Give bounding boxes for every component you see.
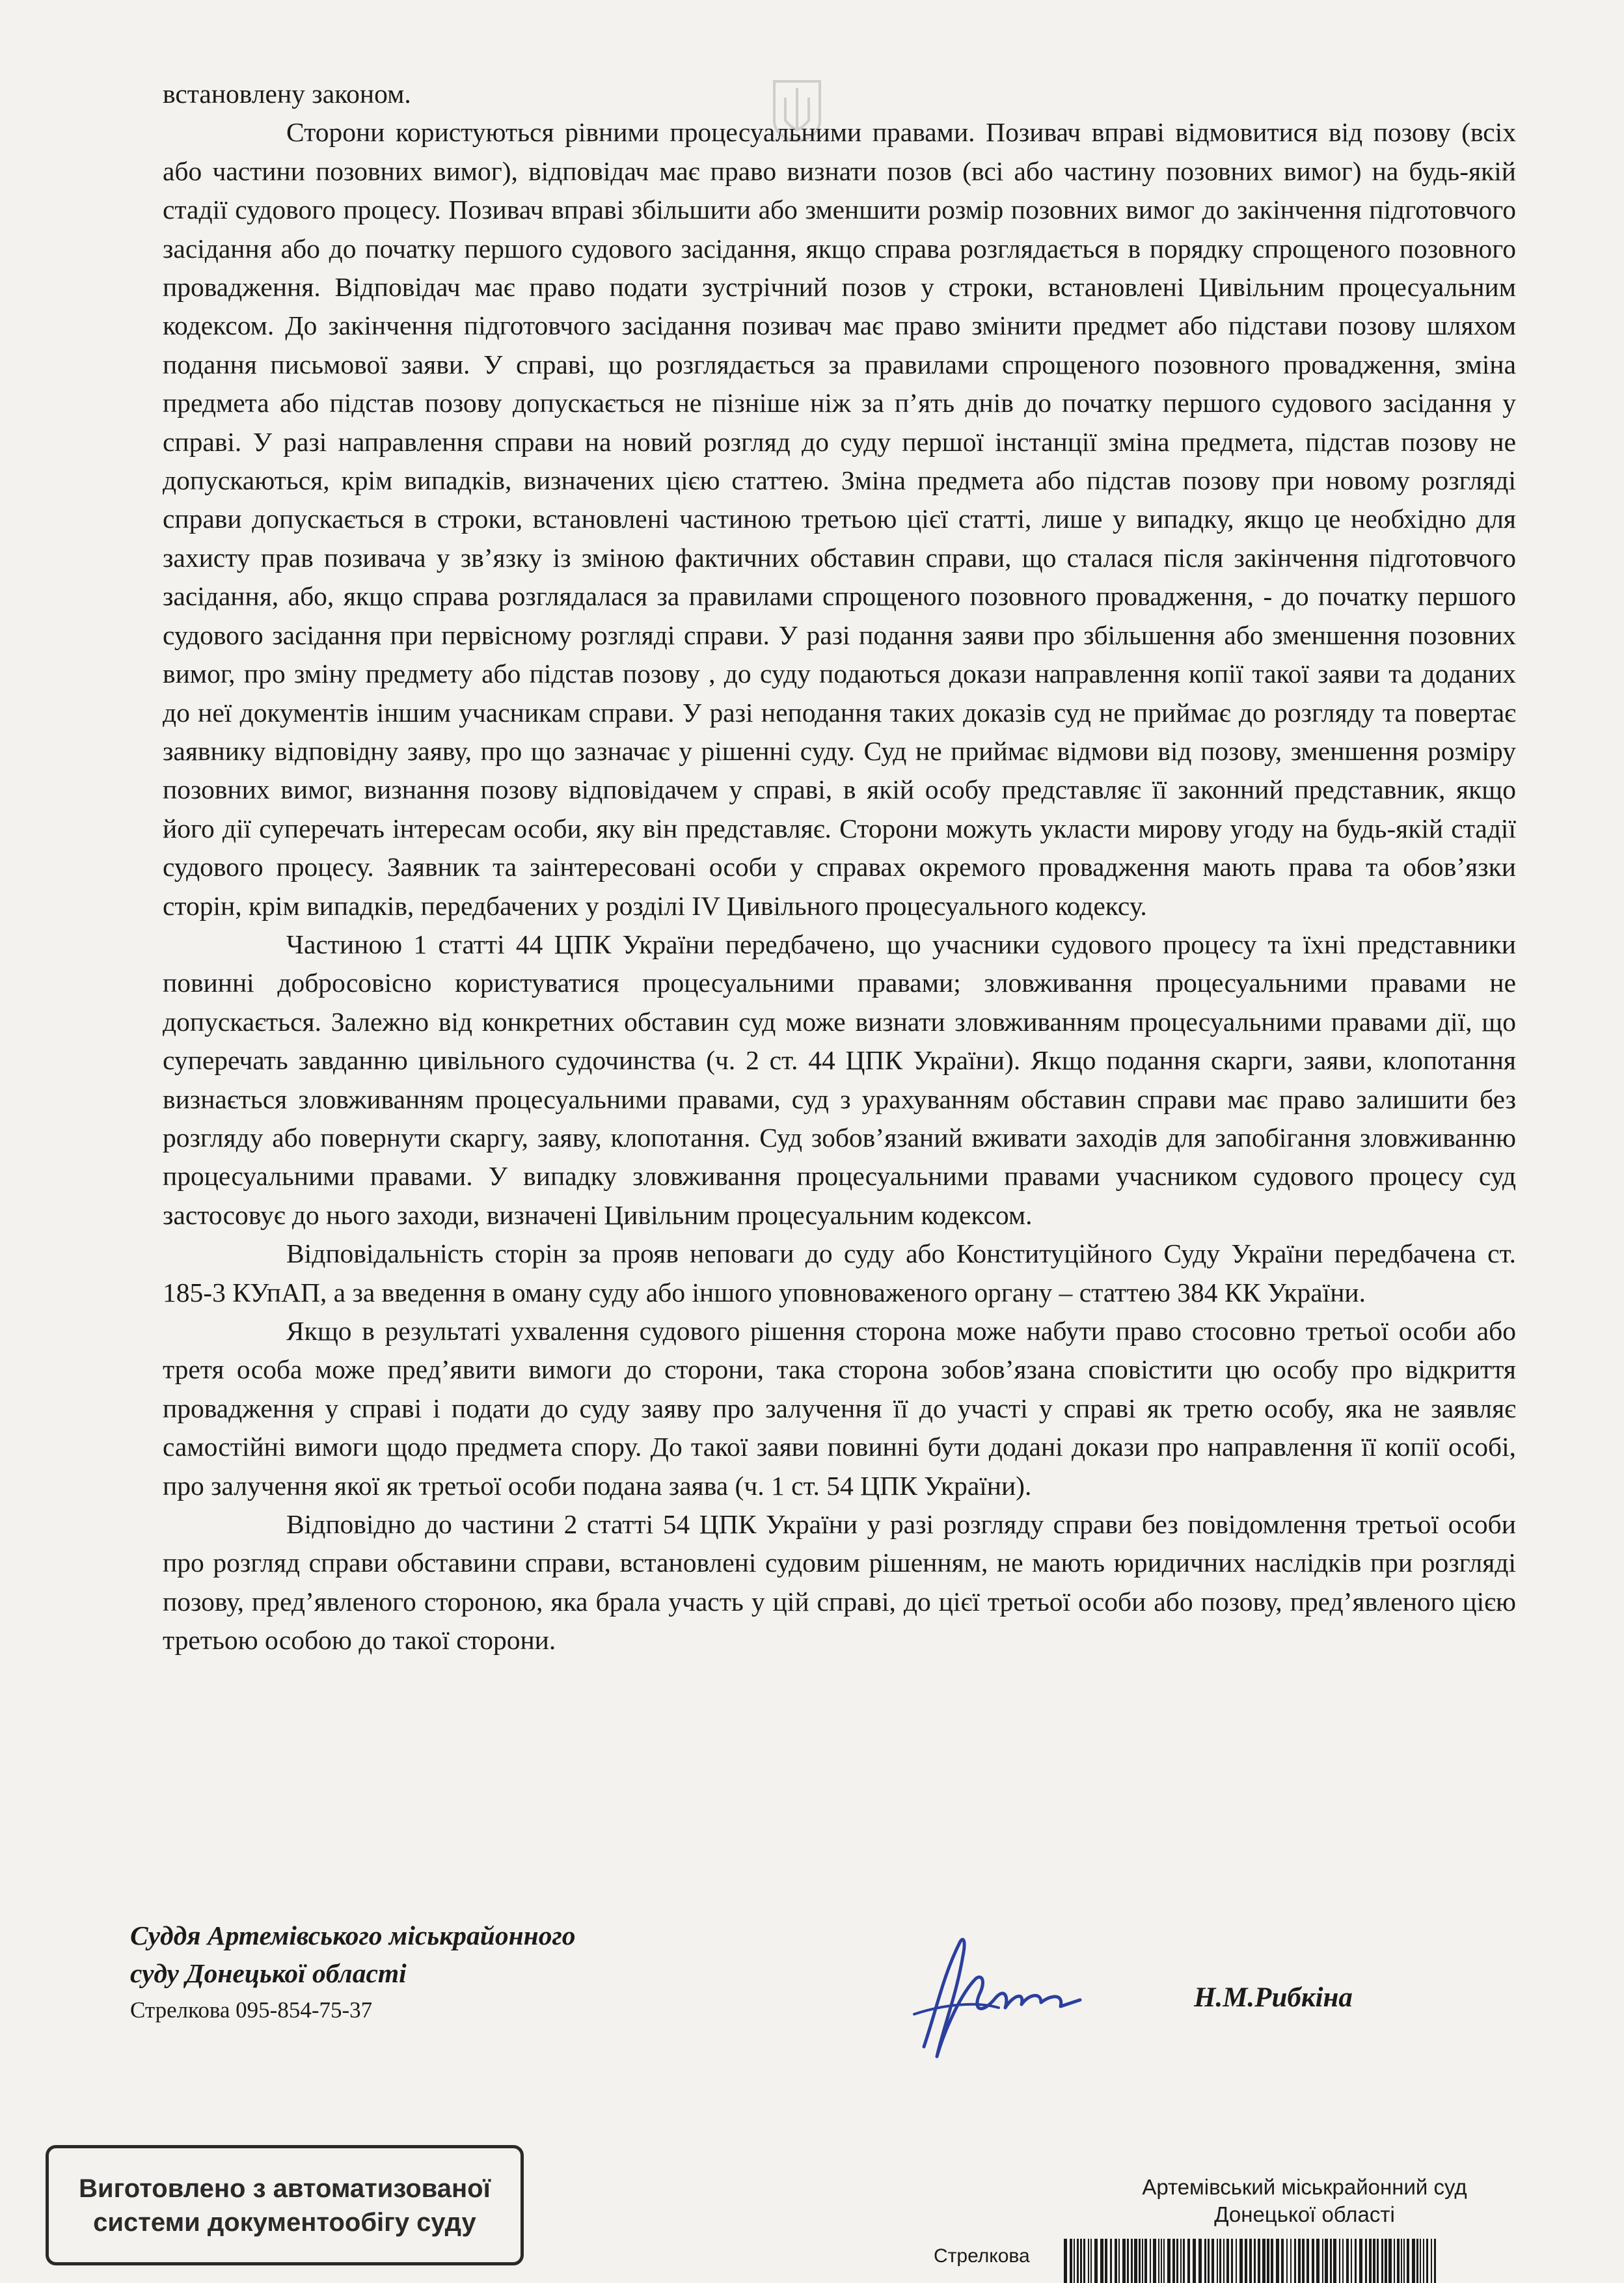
barcode-bar	[1139, 2239, 1141, 2283]
barcode-bar	[1083, 2239, 1085, 2283]
barcode-bar	[1316, 2239, 1320, 2283]
barcode-bar	[1281, 2239, 1284, 2283]
barcode-bar	[1342, 2239, 1344, 2283]
barcode-bar	[1226, 2239, 1229, 2283]
barcode-bar	[1312, 2239, 1314, 2283]
paragraph: Частиною 1 статті 44 ЦПК України передбачено, що учасники судового процесу та їхні представники повинні добросовісно користуватися процесуальними правами; зловживання процесуальними правами не допускається. Залежно від конкретних обставин суд може визнати зловживанням процесуальними правами дії, що суперечать завданню цивільного судочинства (ч. 2 ст. 44 ЦПК України). Якщо подання скарги, заяви, клопотання визнається зловживанням процесуальними правами, суд з урахуванням обставин справи має право залишити без розгляду або повернути скаргу, заяву, клопотання. Суд зобов’язаний вживати заходів для запобігання зловживанню процесуальними правами. У випадку зловживання процесуальними правами учасником судового процесу суд застосовує до нього заходи, визначені Цивільним процесуальним кодексом.	[163, 929, 1516, 1230]
stamp-line-1: Виготовлено з автоматизованої	[79, 2174, 491, 2203]
court-barcode-stamp	[921, 2167, 1594, 2283]
barcode-bar	[1271, 2239, 1273, 2283]
court-stamp-clerk: Стрелкова	[934, 2245, 1030, 2267]
paragraph: встановлену законом.	[163, 79, 411, 109]
barcode-bar	[1105, 2239, 1107, 2283]
judge-title-line-1: Суддя Артемівського міськрайонного	[130, 1921, 576, 1950]
barcode-bar	[1134, 2239, 1137, 2283]
barcode-bar	[1339, 2239, 1340, 2283]
barcode-bar	[1401, 2239, 1402, 2283]
barcode-bar	[1223, 2239, 1225, 2283]
barcode-bar	[1231, 2239, 1233, 2283]
paragraph: Відповідно до частини 2 статті 54 ЦПК України у разі розгляду справи без повідомлення третьої особи про розгляд справи обставини справи, встановлені судовим рішенням, не мають юридичних наслідків при розгляді позову, пред’явленого стороною, яка брала участь у цій справі, до цієї третьої особи або позову, пред’явленого цією третьою особою до такої сторони.	[163, 1509, 1516, 1656]
barcode-bar	[1204, 2239, 1206, 2283]
court-stamp-line-1: Артемівський міськрайонний суд	[1142, 2175, 1467, 2199]
barcode-bar	[1267, 2239, 1269, 2283]
barcode-bar	[1330, 2239, 1332, 2283]
barcode-bar	[1394, 2239, 1395, 2283]
barcode-bar	[1198, 2239, 1202, 2283]
barcode-bar	[1150, 2239, 1151, 2283]
barcode-bar	[1180, 2239, 1182, 2283]
barcode-bar	[1346, 2239, 1349, 2283]
barcode-bar	[1397, 2239, 1400, 2283]
barcode-bar	[1388, 2239, 1392, 2283]
barcode-bar	[1351, 2239, 1352, 2283]
barcode-bar	[1434, 2239, 1436, 2283]
barcode-bar	[1110, 2239, 1112, 2283]
barcode-bar	[1377, 2239, 1379, 2283]
barcode-bar	[1286, 2239, 1288, 2283]
judge-title-line-2: суду Донецької області	[130, 1958, 407, 1988]
handwritten-signature	[846, 1917, 1119, 2079]
barcode-bar	[1369, 2239, 1372, 2283]
barcode-bar	[1254, 2239, 1256, 2283]
judge-name: Н.М.Рибкіна	[1194, 1982, 1353, 2013]
barcode-bar	[1158, 2239, 1159, 2283]
barcode-bar	[1064, 2239, 1067, 2283]
paragraph: Відповідальність сторін за прояв неповаги до суду або Конституційного Суду України передбачена ст. 185-3 КУпАП, а за введення в оману суду або іншого уповноваженого органу – статтею 384 КК України.	[163, 1238, 1516, 1307]
barcode-bar	[1423, 2239, 1424, 2283]
barcode-bar	[1426, 2239, 1428, 2283]
barcode-bar	[1142, 2239, 1143, 2283]
barcode-bar	[1359, 2239, 1362, 2283]
barcode-bar	[1074, 2239, 1075, 2283]
barcode-bar	[1381, 2239, 1383, 2283]
barcode-bar	[1153, 2239, 1156, 2283]
barcode-bar	[1290, 2239, 1292, 2283]
barcode-bar	[1294, 2239, 1296, 2283]
automated-system-stamp	[46, 2145, 524, 2265]
barcode-bar	[1276, 2239, 1279, 2283]
document-body	[163, 75, 1516, 1660]
barcode-bar	[1193, 2239, 1196, 2283]
barcode-bar	[1258, 2239, 1260, 2283]
barcode-bar	[1094, 2239, 1098, 2283]
barcode-bar	[1431, 2239, 1432, 2283]
barcode-bar	[1090, 2239, 1092, 2283]
barcode-bar	[1161, 2239, 1162, 2283]
court-stamp-name	[1038, 2174, 1571, 2228]
barcode-bar	[1403, 2239, 1405, 2283]
barcode-bar	[1355, 2239, 1357, 2283]
barcode-bar	[1176, 2239, 1178, 2283]
barcode-bar	[1172, 2239, 1175, 2283]
barcode-bar	[1127, 2239, 1129, 2283]
barcode-bar	[1100, 2239, 1103, 2283]
barcode-bar	[1365, 2239, 1367, 2283]
barcode-bar	[1325, 2239, 1328, 2283]
barcode-bar	[1115, 2239, 1117, 2283]
barcode-bar	[1407, 2239, 1409, 2283]
barcode-bar	[1118, 2239, 1120, 2283]
stamp-line-2: системи документообігу суду	[93, 2208, 476, 2237]
paragraph: Сторони користуються рівними процесуальними правами. Позивач вправі відмовитися від позову (всіх або частини позовних вимог), відповідач має право визнати позов (всі або частину позовних вимог) на будь-якій стадії судового процесу. Позивач вправі збільшити або зменшити розмір позовних вимог до закінчення підготовчого засідання або до початку першого судового засідання, якщо справа розглядається в порядку спрощеного позовного провадження. Відповідач має право подати зустрічний позов у строки, встановлені Цивільним процесуальним кодексом. До закінчення підготовчого засідання позивач має право змінити предмет або підстави позову шляхом подання письмової заяви. У справі, що розглядається за правилами спрощеного позовного провадження, зміна предмета або підстав позову допускається не пізніше ніж за п’ять днів до початку першого судового засідання у справі. У разі направлення справи на новий розгляд до суду першої інстанції зміна предмета, підстав позову не допускаються, крім випадків, визначених цією статтею. Зміна предмета або підстав позову при новому розгляді справи допускається в строки, встановлені частиною третьою цієї статті, лише у випадку, якщо це необхідно для захисту прав позивача у зв’язку із зміною фактичних обставин справи, що сталася після закінчення підготовчого засідання, або, якщо справа розглядалася за правилами спрощеного позовного провадження, - до початку першого судового засідання при первісному розгляді справи. У разі подання заяви про збільшення або зменшення позовних вимог, про зміну предмету або підстав позову , до суду подаються докази направлення копії такої заяви та доданих до неї документів іншим учасникам справи. У разі неподання таких доказів суд не приймає до розгляду та повертає заявнику відповідну заяву, про що зазначає у рішенні суду. Суд не приймає відмови від позову, зменшення розміру позовних вимог, визнання позову відповідачем у справі, в якій особу представляє її законний представник, якщо його дії суперечать інтересам особи, яку він представляє. Сторони можуть укласти мирову угоду на будь-якій стадії судового процесу. Заявник та заінтересовані особи у справах окремого провадження мають права та обов’язки сторін, крім випадків, передбачених у розділі IV Цивільного процесуального кодексу.	[163, 117, 1516, 921]
barcode-bar	[1167, 2239, 1171, 2283]
signature-block	[130, 1917, 576, 2027]
barcode-bar	[1236, 2239, 1237, 2283]
barcode-bar	[1131, 2239, 1133, 2283]
paragraph: Якщо в результаті ухвалення судового рішення сторона може набути право стосовно третьої особи або третя особа може пред’явити вимоги до сторони, така сторона зобов’язана сповістити цю особу про відкриття провадження у справі і подати до суду заяву про залучення її до участі у справі як третю особу, яка не заявляє самостійні вимоги щодо предмета спору. До такої заяви повинні бути додані докази про направлення її копії особі, про залучення якої як третьої особи подана заява (ч. 1 ст. 54 ЦПК України).	[163, 1316, 1516, 1501]
barcode-bar	[1239, 2239, 1243, 2283]
barcode-bar	[1420, 2239, 1421, 2283]
barcode-bar	[1211, 2239, 1214, 2283]
barcode-bar	[1208, 2239, 1210, 2283]
barcode-bar	[1219, 2239, 1221, 2283]
barcode-bar	[1183, 2239, 1185, 2283]
court-stamp-line-2: Донецької області	[1214, 2202, 1395, 2226]
barcode-bar	[1070, 2239, 1072, 2283]
barcode-bar	[1302, 2239, 1305, 2283]
barcode-bar	[1322, 2239, 1323, 2283]
barcode-bar	[1080, 2239, 1082, 2283]
barcode-bar	[1249, 2239, 1252, 2283]
barcode-bar	[1306, 2239, 1309, 2283]
barcode-bar	[1122, 2239, 1126, 2283]
barcode-bar	[1333, 2239, 1336, 2283]
barcode	[1064, 2239, 1441, 2283]
clerk-contact: Стрелкова 095-854-75-37	[130, 1997, 373, 2023]
barcode-bar	[1412, 2239, 1415, 2283]
barcode-bar	[1187, 2239, 1190, 2283]
barcode-bar	[1088, 2239, 1089, 2283]
barcode-bar	[1298, 2239, 1301, 2283]
barcode-bar	[1373, 2239, 1375, 2283]
barcode-bar	[1217, 2239, 1218, 2283]
barcode-bar	[1416, 2239, 1418, 2283]
barcode-bar	[1385, 2239, 1387, 2283]
barcode-bar	[1262, 2239, 1265, 2283]
barcode-bar	[1163, 2239, 1165, 2283]
barcode-bar	[1245, 2239, 1247, 2283]
barcode-bar	[1144, 2239, 1147, 2283]
barcode-bar	[1077, 2239, 1079, 2283]
